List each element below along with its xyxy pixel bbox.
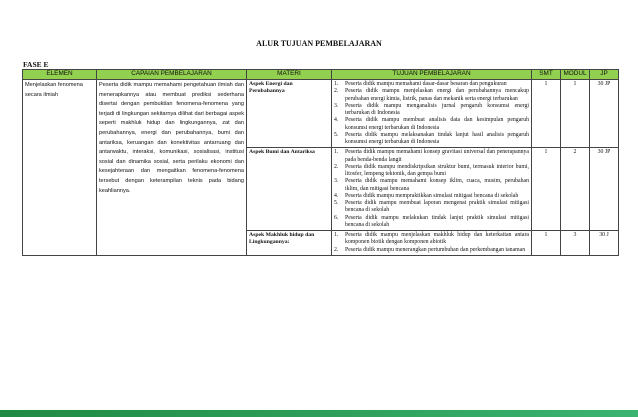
table-header-row <box>23 70 619 80</box>
tujuan-item: 5. Peserta didik mampu melaksanakan tindak lanjut hasil analisis pengaruh konsumsi energi terbarukan di Indonesia <box>334 131 529 145</box>
tujuan-list <box>334 232 529 254</box>
header-jp: JP <box>590 70 619 80</box>
document-title: ALUR TUJUAN PEMBELAJARAN <box>256 39 382 48</box>
tujuan-item: 5. Peserta didik mampu membuat laporan mengenai praktik simulasi mitigasi bencana di sekolah <box>334 200 529 214</box>
tujuan-item: 4. Peserta didik mampu membuat analisis data dan kesimpulan pengaruh konsumsi energi terbarukan di Indonesia <box>334 117 529 131</box>
tujuan-item: 4. Peserta didik mampu mempraktikkan simulasi mitigasi bencana di sekolah <box>334 192 519 199</box>
header-modul: MODUL <box>561 70 590 80</box>
modul-cell: 2 <box>561 148 590 231</box>
tujuan-cell <box>332 231 532 256</box>
header-elemen: ELEMEN <box>23 70 97 80</box>
header-smt: SMT <box>532 70 561 80</box>
tujuan-item: 1. Peserta didik mampu memahami konsep gravitasi universal dan penerapannya pada benda-benda langit <box>334 149 529 163</box>
elemen-cell: Menjelaskan fenomena secara ilmiah <box>23 80 97 256</box>
smt-cell: 1 <box>532 148 561 231</box>
tujuan-list <box>334 81 529 146</box>
learning-objectives-table <box>22 69 619 256</box>
table-row <box>23 80 619 148</box>
modul-cell: 1 <box>561 80 590 148</box>
tujuan-item: 3. Peserta didik mampu menganalisis jurnal pengaruh konsumsi energi terbarukan di Indonesia <box>334 102 529 116</box>
header-capaian: CAPAIAN PEMBELAJARAN <box>97 70 247 80</box>
capaian-cell: Peserta didik mampu memahami pengetahuan ilmiah dan menerapkannya atau membuat prediksi sederhana disertai dengan pembuktian fenomena-fenomena yang terjadi di lingkungan sekitarnya dilihat dari berbagai aspek seperti makhluk hidup dan lingkungannya, zat dan perubahannya, energi dan perubahannya, bumi dan antariksa, keruangan dan konektivitas antarruang dan antarwaktu, interaksi, komunikasi, sosialisasi, institusi sosial dan dinamika sosial, serta perilaku ekonomi dan kesejahteraan dan mengaitkan fenomena-fenomena tersebut dengan keterampilan teknis pada bidang keahliannya. <box>97 80 247 256</box>
tujuan-item: 2. Peserta didik mampu menjelaskan energi dan perubahannya mencakup perubahan energi kimia, listrik, panas dan mekanik serta energi terbarukan <box>334 88 529 102</box>
tujuan-item: 6. Peserta didik mampu melakukan tindak lanjut praktik simulasi mitigasi bencana di sekolah <box>334 214 529 228</box>
tujuan-list <box>334 149 529 229</box>
tujuan-item: 3. Peserta didik mampu memahami konsep iklim, cuaca, musim, perubahan iklim, dan mitigasi bencana <box>334 178 529 192</box>
header-materi: MATERI <box>247 70 332 80</box>
footer-bar <box>0 410 638 417</box>
jp-cell: 30 JP <box>590 148 619 231</box>
tujuan-cell <box>332 148 532 231</box>
modul-cell: 3 <box>561 231 590 256</box>
tujuan-item: 2. Peserta didik mampu mendiskripsikan struktur bumi, termasuk interior bumi, litosfer, lempeng tektonik, dan gempa bumi <box>334 163 529 177</box>
tujuan-item: 2. Peserta didik mampu menerangkan pertumbuhan dan perkembangan tanaman <box>334 246 526 253</box>
tujuan-cell <box>332 80 532 148</box>
jp-cell: 30 JP <box>590 80 619 148</box>
smt-cell: 1 <box>532 231 561 256</box>
materi-cell: Aspek Bumi dan Antariksa <box>247 148 332 231</box>
smt-cell: 1 <box>532 80 561 148</box>
jp-cell: 30 J <box>590 231 619 256</box>
materi-cell: Aspek Energi dan Perubahannya <box>247 80 332 148</box>
fase-label: FASE E <box>23 60 49 69</box>
tujuan-item: 1. Peserta didik mampu menjelaskan makhluk hidup dan keterkaitan antara komponen biotik dengan komponen abiotik <box>334 232 529 246</box>
header-tujuan: TUJUAN PEMBELAJARAN <box>332 70 532 80</box>
materi-cell: Aspek Makhluk hidup dan Lingkungannya: <box>247 231 332 256</box>
tujuan-item: 1. Peserta didik mampu memahami dasar-dasar besaran dan pengukuran <box>334 81 507 87</box>
